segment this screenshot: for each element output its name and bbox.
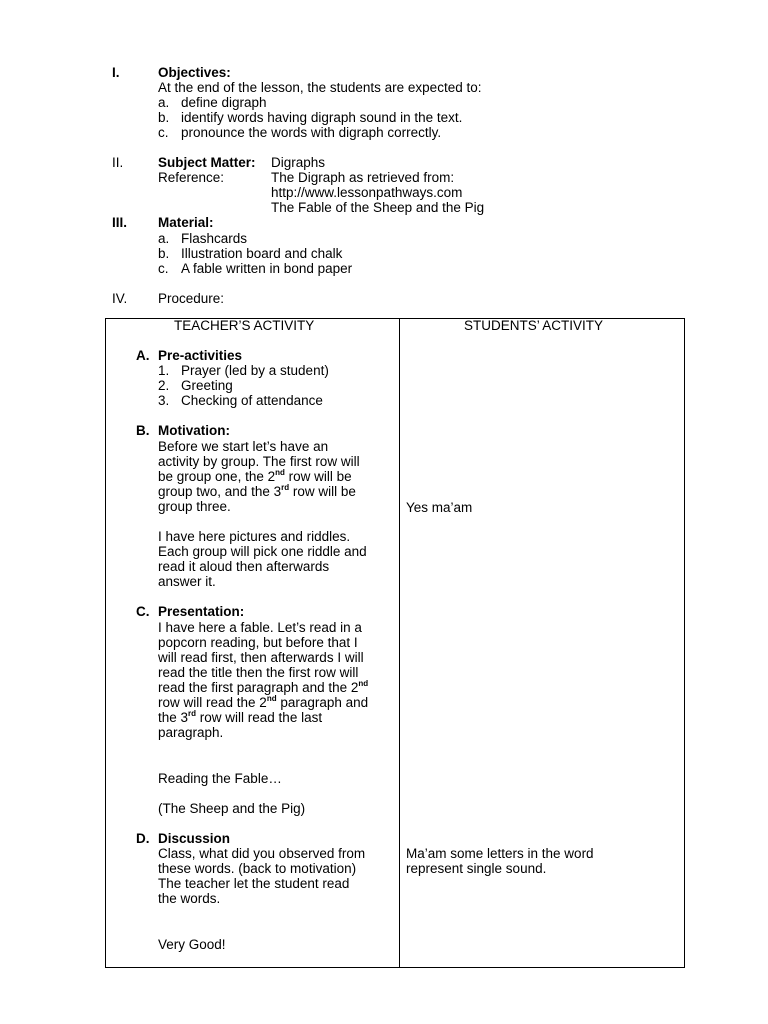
text-line: group three. xyxy=(158,499,231,514)
column-divider xyxy=(399,318,400,968)
text-line: Class, what did you observed from xyxy=(158,846,366,861)
motivation-riddles-text xyxy=(158,529,367,589)
subject-matter-value: Digraphs xyxy=(271,155,326,170)
presentation-letter: C. xyxy=(136,604,150,619)
material-letter: b. xyxy=(158,246,170,261)
objectives-title: Objectives: xyxy=(158,65,231,80)
reading-fable-line: Reading the Fable… xyxy=(158,771,282,786)
text-fragment: read the first paragraph and the 2 xyxy=(158,680,359,695)
material-letter: a. xyxy=(158,231,170,246)
student-response-answer xyxy=(406,846,594,876)
reference-label: Reference: xyxy=(158,170,225,185)
objective-letter: c. xyxy=(158,125,169,140)
reference-line: The Fable of the Sheep and the Pig xyxy=(271,200,485,215)
ordinal-suffix: nd xyxy=(358,678,369,688)
text-fragment: paragraph and xyxy=(276,695,369,710)
fable-title-line: (The Sheep and the Pig) xyxy=(158,801,306,816)
reference-url: http://www.lessonpathways.com xyxy=(271,185,463,200)
motivation-text xyxy=(158,439,360,514)
text-line: represent single sound. xyxy=(406,861,547,876)
objectives-intro: At the end of the lesson, the students are expected to: xyxy=(158,80,482,95)
discussion-letter: D. xyxy=(136,831,150,846)
reference-line: The Digraph as retrieved from: xyxy=(271,170,455,185)
presentation-text xyxy=(158,620,368,740)
text-fragment: row will be xyxy=(289,484,356,499)
text-line: the words. xyxy=(158,891,221,906)
text-line: paragraph. xyxy=(158,725,224,740)
subject-matter-title: Subject Matter: xyxy=(158,155,256,170)
text-line xyxy=(158,469,360,484)
material-item: Flashcards xyxy=(181,231,248,246)
teacher-activity-header: TEACHER’S ACTIVITY xyxy=(174,318,315,333)
text-line: I have here pictures and riddles. xyxy=(158,529,351,544)
students-activity-header: STUDENTS’ ACTIVITY xyxy=(464,318,604,333)
material-item: A fable written in bond paper xyxy=(181,261,353,276)
text-line: I have here a fable. Let’s read in a xyxy=(158,620,362,635)
text-line: Before we start let’s have an xyxy=(158,439,329,454)
text-line: Each group will pick one riddle and xyxy=(158,544,367,559)
discussion-text xyxy=(158,846,365,906)
objective-item: define digraph xyxy=(181,95,267,110)
pre-activity-item: Checking of attendance xyxy=(181,393,323,408)
text-line: will read first, then afterwards I will xyxy=(158,650,364,665)
pre-activities-letter: A. xyxy=(136,348,150,363)
text-line: answer it. xyxy=(158,574,216,589)
procedure-title: Procedure: xyxy=(158,291,225,306)
pre-activity-item: Greeting xyxy=(181,378,233,393)
text-line xyxy=(158,710,368,725)
text-line xyxy=(158,695,368,710)
procedure-number: IV. xyxy=(112,291,128,306)
text-line xyxy=(158,680,368,695)
ordinal-suffix: rd xyxy=(188,708,197,718)
ordinal-suffix: nd xyxy=(275,467,285,477)
text-fragment: row will read the last xyxy=(196,710,323,725)
objective-item: pronounce the words with digraph correctly. xyxy=(181,125,442,140)
objective-letter: a. xyxy=(158,95,170,110)
text-fragment: row will read the 2 xyxy=(158,695,267,710)
presentation-title: Presentation: xyxy=(158,604,245,619)
ordinal-suffix: nd xyxy=(266,693,277,703)
text-fragment: row will be xyxy=(284,469,352,484)
subject-matter-number: II. xyxy=(112,155,124,170)
material-item: Illustration board and chalk xyxy=(181,246,343,261)
motivation-title: Motivation: xyxy=(158,423,230,438)
text-fragment: the 3 xyxy=(158,710,189,725)
very-good-line: Very Good! xyxy=(158,937,226,952)
text-fragment: be group one, the 2 xyxy=(158,469,276,484)
pre-activity-number: 1. xyxy=(158,363,170,378)
text-line: read the title then the first row will xyxy=(158,665,359,680)
text-line xyxy=(158,484,360,499)
objective-item: identify words having digraph sound in the text. xyxy=(181,110,463,125)
pre-activity-item: Prayer (led by a student) xyxy=(181,363,329,378)
objectives-number: I. xyxy=(112,65,120,80)
material-letter: c. xyxy=(158,261,169,276)
motivation-letter: B. xyxy=(136,423,150,438)
text-line: The teacher let the student read xyxy=(158,876,350,891)
text-line: activity by group. The first row will xyxy=(158,454,360,469)
text-fragment: group two, and the 3 xyxy=(158,484,282,499)
objective-letter: b. xyxy=(158,110,170,125)
pre-activity-number: 3. xyxy=(158,393,170,408)
text-line: these words. (back to motivation) xyxy=(158,861,357,876)
student-response-yes: Yes ma’am xyxy=(406,500,473,515)
material-number: III. xyxy=(112,215,128,230)
discussion-title: Discussion xyxy=(158,831,231,846)
text-line: Ma’am some letters in the word xyxy=(406,846,594,861)
ordinal-suffix: rd xyxy=(281,482,290,492)
pre-activity-number: 2. xyxy=(158,378,170,393)
material-title: Material: xyxy=(158,215,214,230)
pre-activities-title: Pre-activities xyxy=(158,348,243,363)
text-line: popcorn reading, but before that I xyxy=(158,635,358,650)
text-line: read it aloud then afterwards xyxy=(158,559,330,574)
